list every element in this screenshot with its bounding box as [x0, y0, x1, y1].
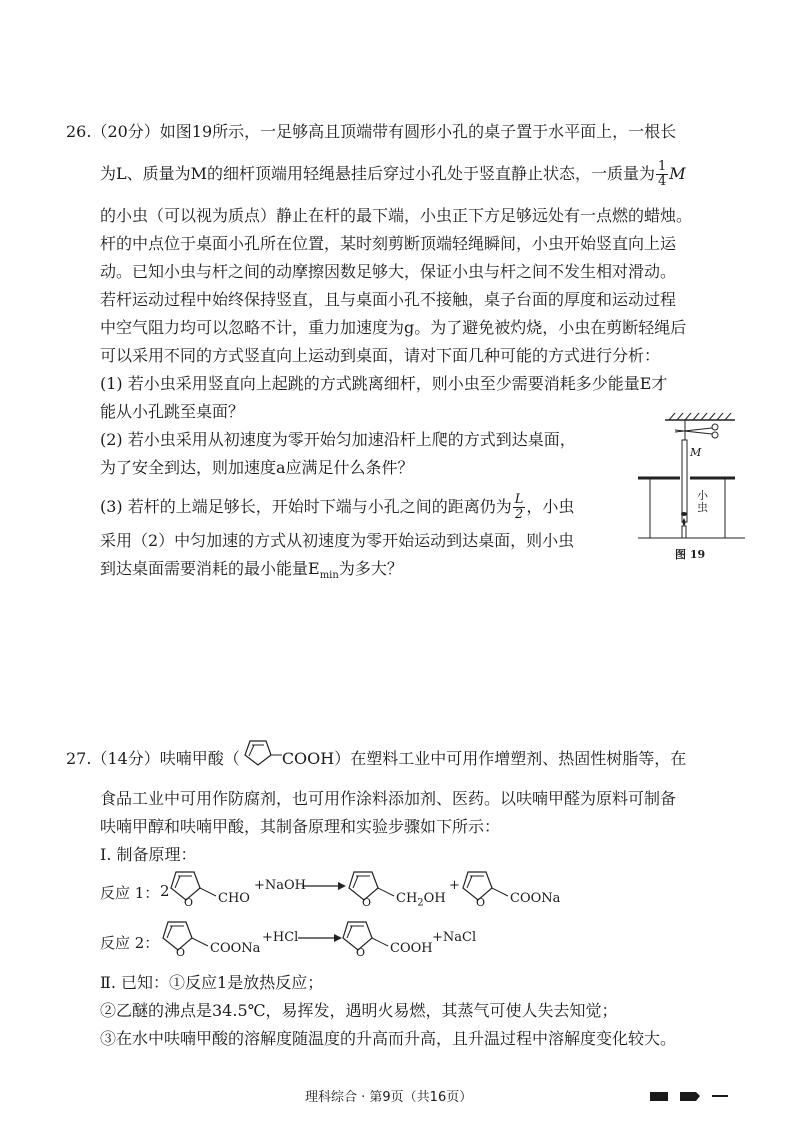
q26-line-15-sub: min — [319, 570, 339, 582]
figure-label-bug: 小虫 — [697, 489, 708, 514]
fraction-denominator: 4 — [658, 174, 667, 189]
ring-o-3: O — [476, 896, 486, 909]
q27-line-3: 呋喃甲醇和呋喃甲酸，其制备原理和实验步骤如下所示： — [100, 817, 501, 836]
q26-line-7: 中空气阻力均可以忽略不计，重力加速度为g。为了避免被灼烧，小虫在剪断轻绳后 — [100, 318, 687, 337]
q27-line-2: 食品工业中可用作防腐剂，也可用作涂料添加剂、医药。以呋喃甲醛为原料可制备 — [100, 789, 677, 808]
page-footer: 理科综合 · 第9页（共16页） — [305, 1090, 473, 1105]
reaction-2-group2: COOH — [390, 941, 433, 956]
q26-line-10: 能从小孔跳至桌面？ — [100, 402, 245, 421]
fraction2-numerator: L — [514, 492, 524, 507]
q27-known-2: ②乙醚的沸点是34.5℃，易挥发，遇明火易燃，其蒸气可使人失去知觉； — [100, 1001, 618, 1020]
reaction-1-label: 反应 1： — [100, 884, 160, 902]
q27-section-2: Ⅱ. 已知：①反应1是放热反应； — [100, 973, 324, 992]
fraction-half-L — [513, 493, 526, 522]
group2-oh: OH — [423, 891, 446, 906]
q26-line-1: 26.（20分）如图19所示，一足够高且顶端带有圆形小孔的桌子置于水平面上，一根长 — [66, 122, 677, 141]
reaction-arrow-2 — [298, 932, 342, 944]
figure-caption: 图 19 — [675, 548, 706, 561]
q27-line-1 — [66, 748, 686, 771]
ring-o-1: O — [184, 896, 194, 909]
ring-o-5: O — [356, 946, 366, 959]
q27-section-1: Ⅰ. 制备原理： — [100, 845, 197, 864]
reaction-1-plus: + — [449, 878, 460, 893]
fraction2-denominator: 2 — [514, 507, 524, 522]
reaction-1-reagent: +NaOH — [254, 878, 307, 893]
q27-known-3: ③在水中呋喃甲酸的溶解度随温度的升高而升高，且升温过程中溶解度变化较大。 — [100, 1029, 677, 1048]
q26-line-2b: M — [669, 164, 686, 183]
reaction-1-group3: COONa — [510, 891, 561, 906]
reaction-1-coef: 2 — [160, 882, 170, 900]
reaction-1-group1: CHO — [218, 891, 250, 906]
reaction-2-label: 反应 2： — [100, 934, 160, 952]
page-marks-decoration — [650, 1090, 730, 1104]
q27-line-1-cooh: COOH — [281, 749, 335, 768]
q26-line-14: 采用（2）中匀加速的方式从初速度为零开始运动到达桌面，则小虫 — [100, 531, 575, 550]
reaction-2-reagent: +HCl — [262, 930, 299, 945]
reaction-2-group1: COONa — [210, 941, 261, 956]
q26-line-15b: 为多大？ — [338, 559, 403, 578]
reaction-arrow-1 — [302, 880, 346, 892]
figure-19-drawing — [635, 410, 750, 560]
reaction-1-group2 — [396, 891, 446, 909]
q26-line-12: 为了安全到达，则加速度a应满足什么条件？ — [100, 458, 414, 477]
q26-line-6: 若杆运动过程中始终保持竖直，且与桌面小孔不接触，桌子台面的厚度和运动过程 — [100, 290, 677, 309]
q26-line-13b: ，小虫 — [526, 497, 575, 516]
group2-ch: CH — [396, 891, 418, 906]
figure-label-M: M — [690, 446, 702, 459]
q26-line-9: (1) 若小虫采用竖直向上起跳的方式跳离细杆，则小虫至少需要消耗多少能量E才 — [100, 374, 668, 393]
q26-line-4: 杆的中点位于桌面小孔所在位置，某时刻剪断顶端轻绳瞬间，小虫开始竖直向上运 — [100, 234, 677, 253]
group2-sub: 2 — [417, 897, 424, 909]
q26-line-15 — [100, 558, 403, 587]
q26-line-2 — [100, 160, 686, 189]
reaction-2-product: +NaCl — [432, 930, 477, 945]
q26-line-13 — [100, 493, 574, 522]
q26-line-5: 动。已知小虫与杆之间的动摩擦因数足够大，保证小虫与杆之间不发生相对滑动。 — [100, 262, 677, 281]
q27-line-1a: 27.（14分）呋喃甲酸（ — [66, 749, 240, 768]
q26-line-3: 的小虫（可以视为质点）静止在杆的最下端，小虫正下方足够远处有一点燃的蜡烛。 — [100, 206, 693, 225]
q26-line-2a: 为L、质量为M的细杆顶端用轻绳悬挂后穿过小孔处于竖直静止状态，一质量为 — [100, 164, 656, 183]
q26-line-8: 可以采用不同的方式竖直向上运动到桌面，请对下面几种可能的方式进行分析： — [100, 346, 661, 365]
q27-line-1b: ）在塑料工业中可用作增塑剂、热固性树脂等，在 — [334, 749, 687, 768]
ring-o-2: O — [362, 896, 372, 909]
q26-line-15a: 到达桌面需要消耗的最小能量E — [100, 559, 320, 578]
figure-19 — [635, 410, 750, 560]
furan-ring-icon — [240, 737, 282, 771]
fraction-numerator: 1 — [658, 159, 667, 174]
q26-line-11: (2) 若小虫采用从初速度为零开始匀加速沿杆上爬的方式到达桌面， — [100, 430, 576, 449]
fraction-quarter — [656, 160, 668, 189]
q26-line-13a: (3) 若杆的上端足够长，开始时下端与小孔之间的距离仍为 — [100, 497, 512, 516]
ring-o-4: O — [176, 946, 186, 959]
furoic-acid-ring — [240, 749, 282, 771]
